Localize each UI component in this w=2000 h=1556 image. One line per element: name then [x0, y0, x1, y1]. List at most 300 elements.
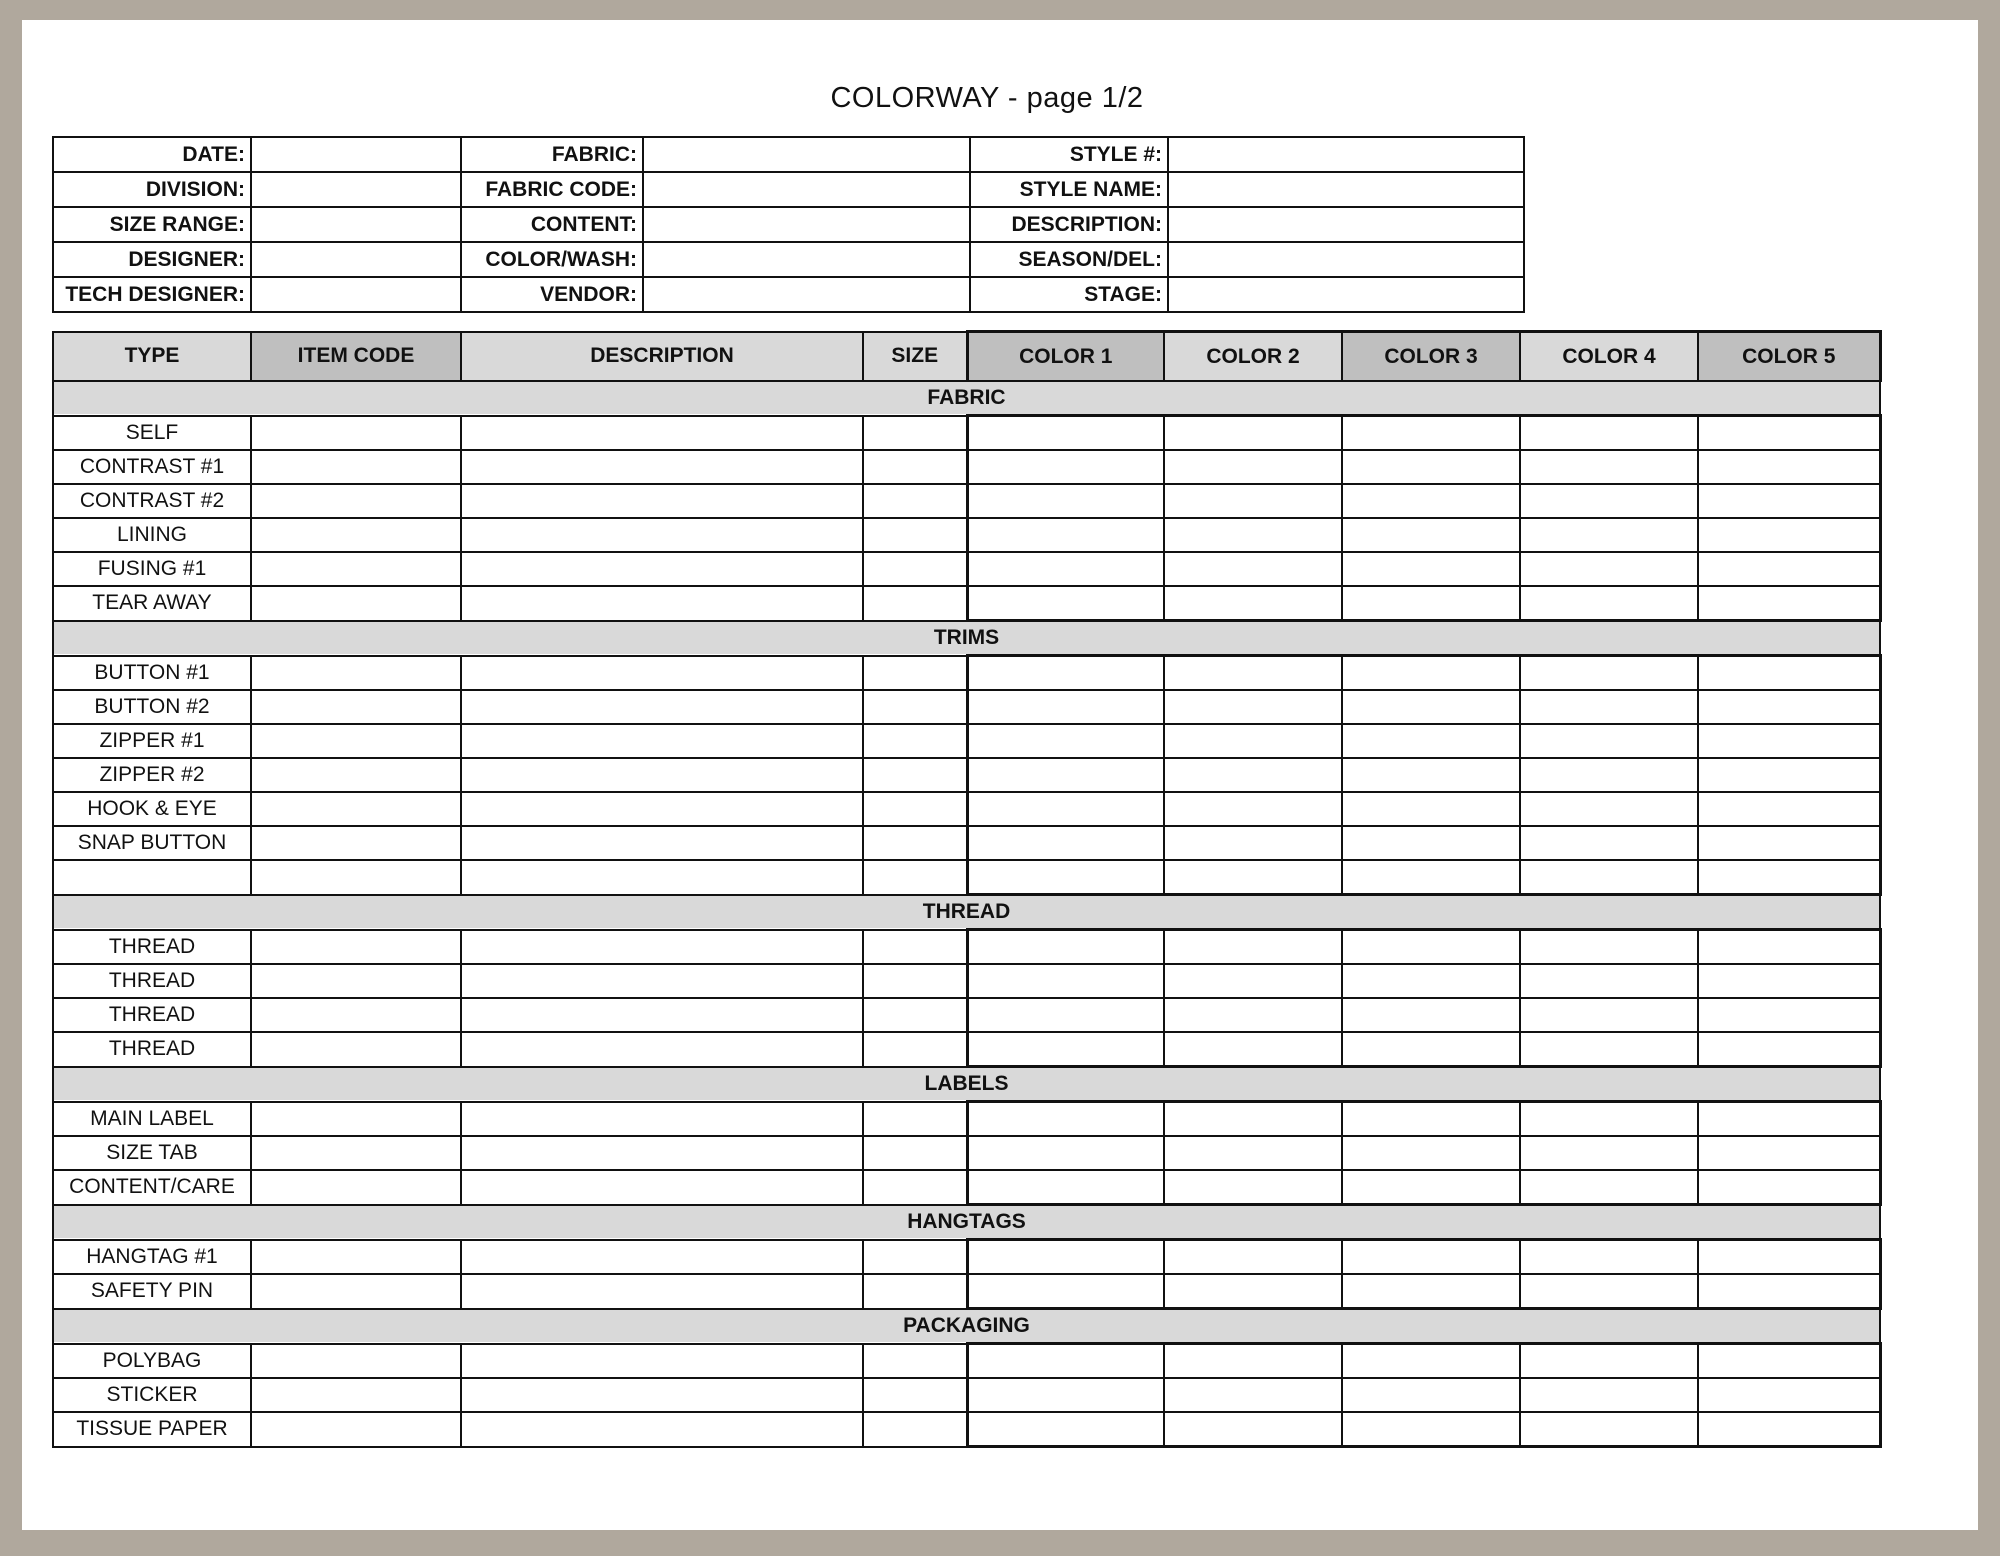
color-5-cell[interactable]	[1698, 1274, 1880, 1309]
color-3-cell[interactable]	[1342, 758, 1520, 792]
table-row	[53, 1412, 1880, 1447]
table-row	[53, 518, 1880, 552]
size-cell[interactable]	[863, 1274, 967, 1309]
item-code-cell[interactable]	[251, 1032, 461, 1067]
table-row	[53, 552, 1880, 586]
type-cell: SNAP BUTTON	[53, 826, 251, 860]
color-3-cell[interactable]	[1342, 860, 1520, 895]
info-label: DATE:	[53, 137, 251, 172]
color-2-cell[interactable]	[1164, 1412, 1342, 1447]
size-cell[interactable]	[863, 1032, 967, 1067]
description-cell[interactable]	[461, 1240, 863, 1275]
color-4-cell[interactable]	[1520, 1032, 1698, 1067]
item-code-cell[interactable]	[251, 586, 461, 621]
color-3-cell[interactable]	[1342, 724, 1520, 758]
description-cell[interactable]	[461, 826, 863, 860]
color-1-cell[interactable]	[967, 1136, 1164, 1170]
description-cell[interactable]	[461, 860, 863, 895]
item-code-cell[interactable]	[251, 860, 461, 895]
header-size: SIZE	[863, 332, 967, 382]
table-row	[53, 1344, 1880, 1379]
type-cell: SAFETY PIN	[53, 1274, 251, 1309]
type-cell: TISSUE PAPER	[53, 1412, 251, 1447]
size-cell[interactable]	[863, 416, 967, 451]
color-3-cell[interactable]	[1342, 518, 1520, 552]
color-2-cell[interactable]	[1164, 1344, 1342, 1379]
item-code-cell[interactable]	[251, 1136, 461, 1170]
color-2-cell[interactable]	[1164, 518, 1342, 552]
color-1-cell[interactable]	[967, 450, 1164, 484]
color-5-cell[interactable]	[1698, 1170, 1880, 1205]
table-row	[53, 690, 1880, 724]
table-row	[53, 758, 1880, 792]
info-label: CONTENT:	[461, 207, 643, 242]
color-1-cell[interactable]	[967, 1412, 1164, 1447]
color-4-cell[interactable]	[1520, 484, 1698, 518]
color-4-cell[interactable]	[1520, 1102, 1698, 1137]
color-1-cell[interactable]	[967, 724, 1164, 758]
color-5-cell[interactable]	[1698, 724, 1880, 758]
description-cell[interactable]	[461, 1136, 863, 1170]
item-code-cell[interactable]	[251, 450, 461, 484]
table-row	[53, 450, 1880, 484]
color-2-cell[interactable]	[1164, 724, 1342, 758]
color-5-cell[interactable]	[1698, 930, 1880, 965]
color-2-cell[interactable]	[1164, 860, 1342, 895]
description-cell[interactable]	[461, 964, 863, 998]
color-1-cell[interactable]	[967, 1102, 1164, 1137]
color-2-cell[interactable]	[1164, 1274, 1342, 1309]
info-value-field[interactable]	[643, 277, 970, 312]
color-1-cell[interactable]	[967, 484, 1164, 518]
size-cell[interactable]	[863, 1344, 967, 1379]
info-value-field[interactable]	[251, 137, 461, 172]
color-2-cell[interactable]	[1164, 792, 1342, 826]
color-5-cell[interactable]	[1698, 656, 1880, 691]
color-1-cell[interactable]	[967, 930, 1164, 965]
description-cell[interactable]	[461, 1274, 863, 1309]
color-2-cell[interactable]	[1164, 1032, 1342, 1067]
color-5-cell[interactable]	[1698, 586, 1880, 621]
description-cell[interactable]	[461, 998, 863, 1032]
item-code-cell[interactable]	[251, 964, 461, 998]
item-code-cell[interactable]	[251, 552, 461, 586]
color-4-cell[interactable]	[1520, 1170, 1698, 1205]
item-code-cell[interactable]	[251, 792, 461, 826]
description-cell[interactable]	[461, 586, 863, 621]
header-type: TYPE	[53, 332, 251, 382]
type-cell: HOOK & EYE	[53, 792, 251, 826]
color-3-cell[interactable]	[1342, 998, 1520, 1032]
description-cell[interactable]	[461, 450, 863, 484]
color-1-cell[interactable]	[967, 998, 1164, 1032]
size-cell[interactable]	[863, 1136, 967, 1170]
color-1-cell[interactable]	[967, 860, 1164, 895]
item-code-cell[interactable]	[251, 1412, 461, 1447]
color-4-cell[interactable]	[1520, 1240, 1698, 1275]
color-2-cell[interactable]	[1164, 1240, 1342, 1275]
color-3-cell[interactable]	[1342, 1170, 1520, 1205]
table-row	[53, 1136, 1880, 1170]
item-code-cell[interactable]	[251, 518, 461, 552]
info-row	[53, 242, 1524, 277]
info-label: DESIGNER:	[53, 242, 251, 277]
type-cell: MAIN LABEL	[53, 1102, 251, 1137]
color-4-cell[interactable]	[1520, 1274, 1698, 1309]
info-value-field[interactable]	[251, 172, 461, 207]
info-value-field[interactable]	[1168, 277, 1524, 312]
info-value-field[interactable]	[1168, 137, 1524, 172]
size-cell[interactable]	[863, 964, 967, 998]
color-3-cell[interactable]	[1342, 416, 1520, 451]
color-2-cell[interactable]	[1164, 586, 1342, 621]
color-4-cell[interactable]	[1520, 416, 1698, 451]
table-row	[53, 1170, 1880, 1205]
color-4-cell[interactable]	[1520, 586, 1698, 621]
color-5-cell[interactable]	[1698, 484, 1880, 518]
color-2-cell[interactable]	[1164, 656, 1342, 691]
table-row	[53, 792, 1880, 826]
color-2-cell[interactable]	[1164, 1136, 1342, 1170]
color-3-cell[interactable]	[1342, 586, 1520, 621]
size-cell[interactable]	[863, 1412, 967, 1447]
info-value-field[interactable]	[251, 207, 461, 242]
header-description: DESCRIPTION	[461, 332, 863, 382]
color-5-cell[interactable]	[1698, 1412, 1880, 1447]
section-title: LABELS	[53, 1067, 1880, 1102]
header-color-2: COLOR 2	[1164, 332, 1342, 382]
info-label: COLOR/WASH:	[461, 242, 643, 277]
color-4-cell[interactable]	[1520, 964, 1698, 998]
info-value-field[interactable]	[643, 242, 970, 277]
table-row	[53, 1240, 1880, 1275]
color-5-cell[interactable]	[1698, 416, 1880, 451]
color-2-cell[interactable]	[1164, 690, 1342, 724]
table-row	[53, 930, 1880, 965]
size-cell[interactable]	[863, 998, 967, 1032]
table-row	[53, 964, 1880, 998]
color-4-cell[interactable]	[1520, 826, 1698, 860]
color-5-cell[interactable]	[1698, 1136, 1880, 1170]
color-1-cell[interactable]	[967, 586, 1164, 621]
type-cell: CONTENT/CARE	[53, 1170, 251, 1205]
color-1-cell[interactable]	[967, 1032, 1164, 1067]
type-cell: BUTTON #2	[53, 690, 251, 724]
size-cell[interactable]	[863, 758, 967, 792]
size-cell[interactable]	[863, 724, 967, 758]
color-2-cell[interactable]	[1164, 1102, 1342, 1137]
type-cell: BUTTON #1	[53, 656, 251, 691]
info-label: FABRIC:	[461, 137, 643, 172]
color-5-cell[interactable]	[1698, 450, 1880, 484]
info-value-field[interactable]	[1168, 207, 1524, 242]
color-3-cell[interactable]	[1342, 1032, 1520, 1067]
color-5-cell[interactable]	[1698, 690, 1880, 724]
color-2-cell[interactable]	[1164, 450, 1342, 484]
size-cell[interactable]	[863, 1240, 967, 1275]
section-row	[53, 381, 1880, 416]
description-cell[interactable]	[461, 758, 863, 792]
table-row	[53, 1032, 1880, 1067]
color-3-cell[interactable]	[1342, 1412, 1520, 1447]
color-2-cell[interactable]	[1164, 826, 1342, 860]
item-code-cell[interactable]	[251, 1170, 461, 1205]
color-5-cell[interactable]	[1698, 518, 1880, 552]
item-code-cell[interactable]	[251, 1274, 461, 1309]
color-5-cell[interactable]	[1698, 1102, 1880, 1137]
size-cell[interactable]	[863, 1378, 967, 1412]
type-cell	[53, 860, 251, 895]
color-5-cell[interactable]	[1698, 1032, 1880, 1067]
item-code-cell[interactable]	[251, 826, 461, 860]
info-row	[53, 137, 1524, 172]
type-cell: FUSING #1	[53, 552, 251, 586]
color-5-cell[interactable]	[1698, 1378, 1880, 1412]
color-5-cell[interactable]	[1698, 860, 1880, 895]
table-row	[53, 416, 1880, 451]
color-1-cell[interactable]	[967, 416, 1164, 451]
type-cell: THREAD	[53, 964, 251, 998]
type-cell: SIZE TAB	[53, 1136, 251, 1170]
color-3-cell[interactable]	[1342, 792, 1520, 826]
item-code-cell[interactable]	[251, 690, 461, 724]
table-row	[53, 484, 1880, 518]
color-3-cell[interactable]	[1342, 1102, 1520, 1137]
section-title: TRIMS	[53, 621, 1880, 656]
color-3-cell[interactable]	[1342, 656, 1520, 691]
info-value-field[interactable]	[1168, 242, 1524, 277]
info-value-field[interactable]	[251, 242, 461, 277]
table-row	[53, 998, 1880, 1032]
color-1-cell[interactable]	[967, 656, 1164, 691]
item-code-cell[interactable]	[251, 930, 461, 965]
description-cell[interactable]	[461, 656, 863, 691]
color-4-cell[interactable]	[1520, 792, 1698, 826]
size-cell[interactable]	[863, 826, 967, 860]
color-5-cell[interactable]	[1698, 758, 1880, 792]
color-4-cell[interactable]	[1520, 518, 1698, 552]
color-3-cell[interactable]	[1342, 964, 1520, 998]
color-4-cell[interactable]	[1520, 758, 1698, 792]
type-cell: TEAR AWAY	[53, 586, 251, 621]
section-row	[53, 621, 1880, 656]
color-1-cell[interactable]	[967, 1344, 1164, 1379]
table-row	[53, 1378, 1880, 1412]
description-cell[interactable]	[461, 1378, 863, 1412]
color-4-cell[interactable]	[1520, 450, 1698, 484]
color-4-cell[interactable]	[1520, 656, 1698, 691]
color-4-cell[interactable]	[1520, 690, 1698, 724]
color-4-cell[interactable]	[1520, 1344, 1698, 1379]
color-3-cell[interactable]	[1342, 826, 1520, 860]
info-label: STYLE NAME:	[970, 172, 1168, 207]
color-3-cell[interactable]	[1342, 1378, 1520, 1412]
table-row	[53, 826, 1880, 860]
size-cell[interactable]	[863, 450, 967, 484]
info-value-field[interactable]	[643, 207, 970, 242]
info-table	[52, 136, 1525, 313]
item-code-cell[interactable]	[251, 656, 461, 691]
size-cell[interactable]	[863, 1102, 967, 1137]
color-3-cell[interactable]	[1342, 484, 1520, 518]
section-row	[53, 895, 1880, 930]
info-row	[53, 277, 1524, 312]
info-label: DESCRIPTION:	[970, 207, 1168, 242]
size-cell[interactable]	[863, 792, 967, 826]
info-value-field[interactable]	[643, 172, 970, 207]
page-title: COLORWAY - page 1/2	[830, 82, 1144, 114]
color-3-cell[interactable]	[1342, 690, 1520, 724]
table-row	[53, 1274, 1880, 1309]
color-5-cell[interactable]	[1698, 792, 1880, 826]
section-row	[53, 1309, 1880, 1344]
type-cell: HANGTAG #1	[53, 1240, 251, 1275]
type-cell: THREAD	[53, 1032, 251, 1067]
table-row	[53, 724, 1880, 758]
type-cell: LINING	[53, 518, 251, 552]
color-4-cell[interactable]	[1520, 930, 1698, 965]
color-1-cell[interactable]	[967, 964, 1164, 998]
info-label: FABRIC CODE:	[461, 172, 643, 207]
colorway-sheet	[22, 20, 1978, 1530]
item-code-cell[interactable]	[251, 484, 461, 518]
header-item-code: ITEM CODE	[251, 332, 461, 382]
info-value-field[interactable]	[251, 277, 461, 312]
color-5-cell[interactable]	[1698, 1240, 1880, 1275]
color-4-cell[interactable]	[1520, 552, 1698, 586]
size-cell[interactable]	[863, 552, 967, 586]
item-code-cell[interactable]	[251, 1344, 461, 1379]
color-2-cell[interactable]	[1164, 998, 1342, 1032]
color-1-cell[interactable]	[967, 690, 1164, 724]
info-label: DIVISION:	[53, 172, 251, 207]
color-1-cell[interactable]	[967, 1240, 1164, 1275]
color-5-cell[interactable]	[1698, 998, 1880, 1032]
description-cell[interactable]	[461, 724, 863, 758]
colorway-table	[52, 330, 1882, 1448]
info-row	[53, 172, 1524, 207]
type-cell: CONTRAST #1	[53, 450, 251, 484]
description-cell[interactable]	[461, 518, 863, 552]
item-code-cell[interactable]	[251, 724, 461, 758]
color-1-cell[interactable]	[967, 1274, 1164, 1309]
color-2-cell[interactable]	[1164, 758, 1342, 792]
color-3-cell[interactable]	[1342, 1240, 1520, 1275]
color-3-cell[interactable]	[1342, 930, 1520, 965]
description-cell[interactable]	[461, 1102, 863, 1137]
section-row	[53, 1067, 1880, 1102]
info-label: STAGE:	[970, 277, 1168, 312]
description-cell[interactable]	[461, 552, 863, 586]
size-cell[interactable]	[863, 586, 967, 621]
table-row	[53, 1102, 1880, 1137]
size-cell[interactable]	[863, 484, 967, 518]
header-color-5: COLOR 5	[1698, 332, 1880, 382]
description-cell[interactable]	[461, 1344, 863, 1379]
section-title: HANGTAGS	[53, 1205, 1880, 1240]
description-cell[interactable]	[461, 792, 863, 826]
color-1-cell[interactable]	[967, 1378, 1164, 1412]
color-1-cell[interactable]	[967, 552, 1164, 586]
color-3-cell[interactable]	[1342, 1344, 1520, 1379]
item-code-cell[interactable]	[251, 758, 461, 792]
color-5-cell[interactable]	[1698, 826, 1880, 860]
color-1-cell[interactable]	[967, 758, 1164, 792]
color-5-cell[interactable]	[1698, 964, 1880, 998]
header-color-4: COLOR 4	[1520, 332, 1698, 382]
color-3-cell[interactable]	[1342, 1274, 1520, 1309]
color-4-cell[interactable]	[1520, 1378, 1698, 1412]
table-row	[53, 656, 1880, 691]
color-1-cell[interactable]	[967, 792, 1164, 826]
color-1-cell[interactable]	[967, 518, 1164, 552]
color-4-cell[interactable]	[1520, 1412, 1698, 1447]
color-4-cell[interactable]	[1520, 860, 1698, 895]
size-cell[interactable]	[863, 860, 967, 895]
color-2-cell[interactable]	[1164, 964, 1342, 998]
size-cell[interactable]	[863, 690, 967, 724]
info-row	[53, 207, 1524, 242]
color-2-cell[interactable]	[1164, 1378, 1342, 1412]
type-cell: SELF	[53, 416, 251, 451]
color-1-cell[interactable]	[967, 1170, 1164, 1205]
item-code-cell[interactable]	[251, 416, 461, 451]
description-cell[interactable]	[461, 930, 863, 965]
header-color-3: COLOR 3	[1342, 332, 1520, 382]
type-cell: THREAD	[53, 930, 251, 965]
color-4-cell[interactable]	[1520, 1136, 1698, 1170]
color-2-cell[interactable]	[1164, 930, 1342, 965]
description-cell[interactable]	[461, 690, 863, 724]
color-2-cell[interactable]	[1164, 552, 1342, 586]
color-3-cell[interactable]	[1342, 552, 1520, 586]
type-cell: POLYBAG	[53, 1344, 251, 1379]
type-cell: THREAD	[53, 998, 251, 1032]
color-2-cell[interactable]	[1164, 416, 1342, 451]
description-cell[interactable]	[461, 484, 863, 518]
header-row	[53, 332, 1880, 382]
color-4-cell[interactable]	[1520, 998, 1698, 1032]
color-1-cell[interactable]	[967, 826, 1164, 860]
color-5-cell[interactable]	[1698, 1344, 1880, 1379]
info-label: STYLE #:	[970, 137, 1168, 172]
description-cell[interactable]	[461, 416, 863, 451]
item-code-cell[interactable]	[251, 998, 461, 1032]
size-cell[interactable]	[863, 930, 967, 965]
item-code-cell[interactable]	[251, 1102, 461, 1137]
description-cell[interactable]	[461, 1032, 863, 1067]
color-2-cell[interactable]	[1164, 1170, 1342, 1205]
color-5-cell[interactable]	[1698, 552, 1880, 586]
description-cell[interactable]	[461, 1170, 863, 1205]
size-cell[interactable]	[863, 656, 967, 691]
type-cell: ZIPPER #1	[53, 724, 251, 758]
info-value-field[interactable]	[643, 137, 970, 172]
color-4-cell[interactable]	[1520, 724, 1698, 758]
info-value-field[interactable]	[1168, 172, 1524, 207]
type-cell: ZIPPER #2	[53, 758, 251, 792]
item-code-cell[interactable]	[251, 1240, 461, 1275]
size-cell[interactable]	[863, 1170, 967, 1205]
size-cell[interactable]	[863, 518, 967, 552]
item-code-cell[interactable]	[251, 1378, 461, 1412]
color-3-cell[interactable]	[1342, 1136, 1520, 1170]
color-2-cell[interactable]	[1164, 484, 1342, 518]
color-3-cell[interactable]	[1342, 450, 1520, 484]
description-cell[interactable]	[461, 1412, 863, 1447]
info-label: VENDOR:	[461, 277, 643, 312]
section-title: PACKAGING	[53, 1309, 1880, 1344]
